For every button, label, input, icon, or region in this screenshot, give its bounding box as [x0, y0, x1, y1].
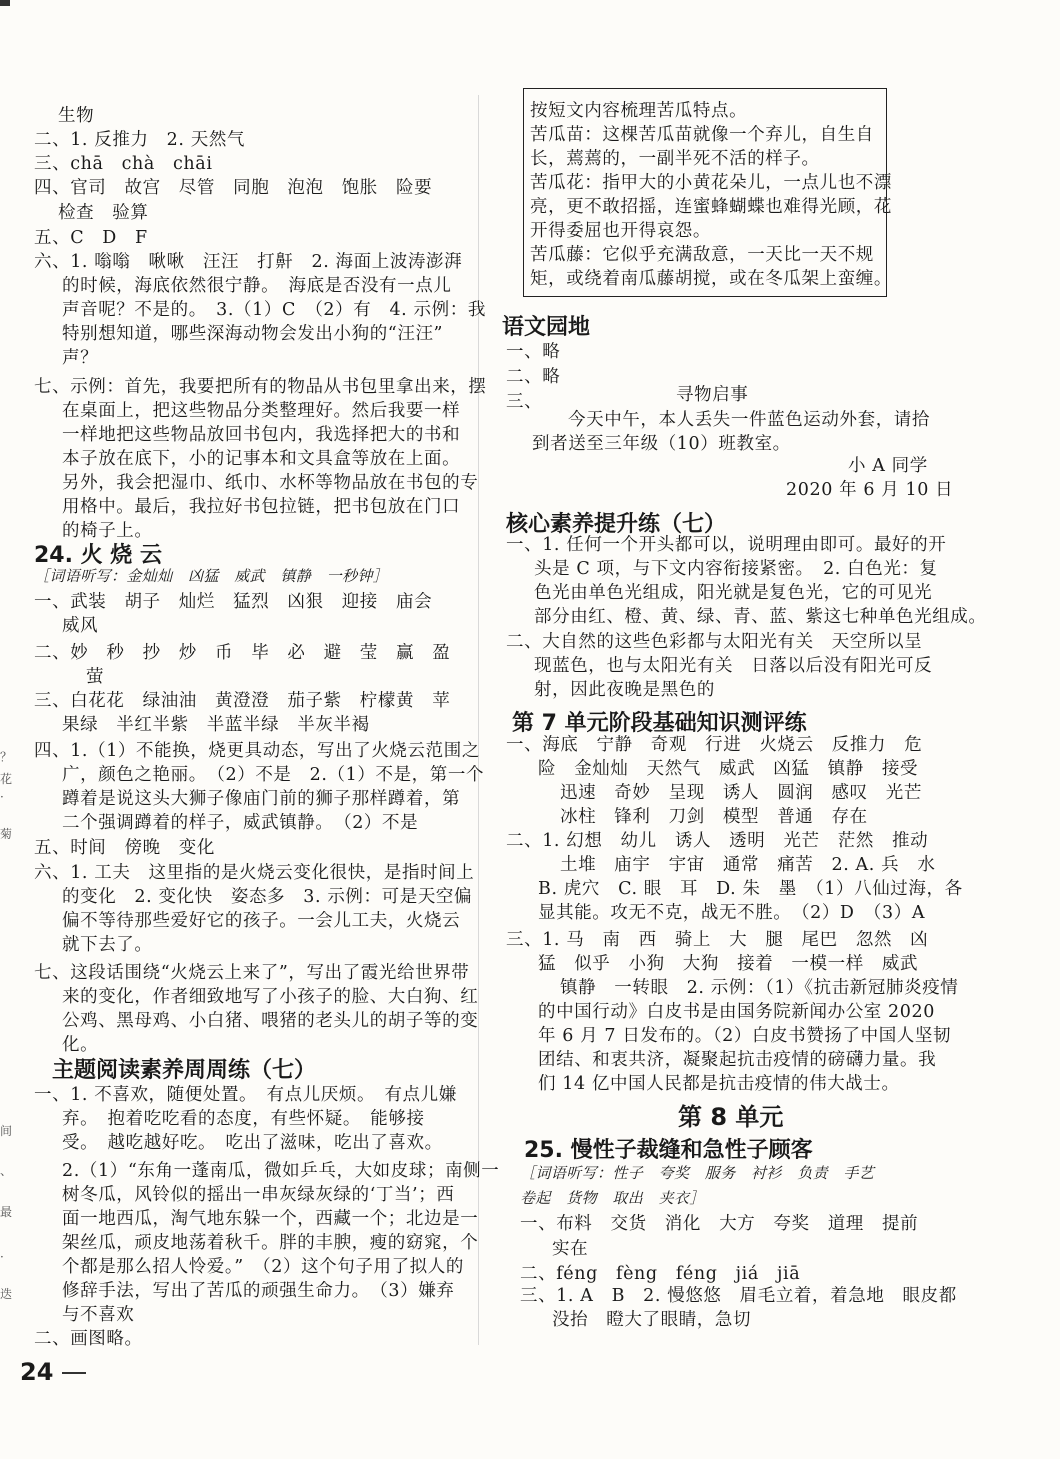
edge-char: 菊 [0, 827, 13, 841]
answer-line: 四、1.（1）不能换，烧更具动态，写出了火烧云范围之 [34, 741, 480, 761]
answer-line: 特别想知道，哪些深海动物会发出小狗的“汪汪” [62, 324, 444, 344]
answer-line: 二、略 [506, 367, 561, 387]
notice-title: 寻物启事 [676, 385, 749, 405]
answer-line: 冰柱 锋利 刀剑 模型 普通 存在 [560, 807, 868, 827]
answer-line: 架丝瓜，顽皮地荡着秋千。胖的丰腴，瘦的窈窕，个 [62, 1233, 479, 1253]
answer-line: 七、示例：首先，我要把所有的物品从书包里拿出来，摆 [34, 377, 487, 397]
answer-line: 二个强调蹲着的样子，威武镇静。 （2）不是 [62, 813, 419, 833]
notice-date: 2020 年 6 月 10 日 [786, 480, 954, 500]
answer-line: 射，因此夜晚是黑色的 [534, 680, 715, 700]
answer-line: 猛 似乎 小狗 大狗 接着 一模一样 威武 [538, 954, 919, 974]
answer-line: B. 虎穴 C. 眼 耳 D. 朱 墨 （1）八仙过海，各 [538, 879, 963, 899]
answer-line: 生物 [58, 106, 95, 126]
answer-line: 三、1. 马 南 西 骑上 大 腿 尾巴 忽然 凶 [506, 930, 929, 950]
dictation-words: 卷起 货物 取出 夹衣］ [520, 1189, 705, 1207]
edge-char: 迭 [0, 1287, 13, 1301]
answer-line: 一、略 [506, 342, 561, 362]
answer-line: 受。 越吃越好吃。 吃出了滋味，吃出了喜欢。 [62, 1133, 443, 1153]
page-number: 24 [20, 1358, 54, 1386]
answer-line: 用格中。最后，我拉好书包拉链，把书包放在门口 [62, 497, 461, 517]
answer-line: 现蓝色，也与太阳光有关 日落以后没有阳光可反 [534, 656, 933, 676]
unit-heading: 第 8 单元 [678, 1103, 784, 1131]
box-line: 苦瓜苗：这棵苦瓜苗就像一个弃儿，自生自 [530, 125, 874, 145]
answer-line: 头是 C 项，与下文内容衔接紧密。 2. 白色光：复 [534, 559, 938, 579]
section-heading: 25. 慢性子裁缝和急性子顾客 [524, 1138, 813, 1163]
answer-line: 一、布料 交货 消化 大方 夸奖 道理 提前 [520, 1214, 919, 1234]
answer-line: 四、官司 故宫 尽管 同胞 泡泡 饱胀 险要 [34, 178, 433, 198]
answer-line: 在桌面上，把这些物品分类整理好。然后我要一样 [62, 401, 461, 421]
answer-line: 来的变化，作者细致地写了小孩子的脸、大白狗、红 [62, 987, 479, 1007]
answer-line: 与不喜欢 [62, 1305, 135, 1325]
notice-body: 今天中午，本人丢失一件蓝色运动外套，请拾 [568, 410, 930, 430]
answer-line: 二、画图略。 [34, 1329, 143, 1349]
answer-line: 镇静 一转眼 2. 示例：（1）《抗击新冠肺炎疫情 [560, 978, 959, 998]
section-heading: 核心素养提升练（七） [506, 512, 727, 537]
answer-line: 部分由红、橙、黄、绿、青、蓝、紫这七种单色光组成。 [534, 607, 987, 627]
answer-line: 五、时间 傍晚 变化 [34, 838, 215, 858]
answer-line: 二、大自然的这些色彩都与太阳光有关 天空所以呈 [506, 632, 923, 652]
box-line: 苦瓜花：指甲大的小黄花朵儿，一点儿也不漂 [530, 173, 892, 193]
answer-line: 的时候，海底依然很宁静。 海底是否没有一点儿 [62, 276, 452, 296]
edge-char: 花 [0, 772, 13, 786]
section-heading: 第 7 单元阶段基础知识测评练 [512, 711, 807, 736]
answer-line: 一、海底 宁静 奇观 行进 火烧云 反推力 危 [506, 735, 923, 755]
left-column [0, 0, 500, 1459]
answer-line: 面一地西瓜，淘气地东躲一个，西藏一个；北边是一 [62, 1209, 479, 1229]
dictation-words: ［词语听写：性子 夸奖 服务 衬衫 负责 手艺 [520, 1164, 875, 1182]
answer-line: 本子放在底下，小的记事本和文具盒等放在上面。 [62, 449, 461, 469]
answer-line: 团结、和衷共济，凝聚起抗击疫情的磅礴力量。我 [538, 1050, 937, 1070]
page-number-dash [62, 1372, 86, 1374]
answer-line: 二、妙 秒 抄 炒 币 毕 必 避 莹 赢 盈 [34, 643, 451, 663]
answer-line: 三、白花花 绿油油 黄澄澄 茄子紫 柠檬黄 苹 [34, 691, 451, 711]
section-heading: 语文园地 [502, 315, 591, 340]
edge-char: 、 [0, 1164, 13, 1178]
answer-line: 七、这段话围绕“火烧云上来了”，写出了霞光给世界带 [34, 963, 470, 983]
edge-char: · [0, 790, 4, 804]
notice-body: 到者送至三年级（10）班教室。 [532, 434, 791, 454]
box-line: 开得委屈也开得哀怨。 [530, 221, 711, 241]
answer-line: 威风 [62, 616, 99, 636]
answer-line: 蹲着是说这头大狮子像庙门前的狮子那样蹲着，第 [62, 789, 461, 809]
answer-line: 化。 [62, 1035, 99, 1055]
answer-line: 一、1. 任何一个开头都可以，说明理由即可。最好的开 [506, 535, 947, 555]
answer-line: 广，颜色之艳丽。 （2）不是 2.（1）不是，第一个 [62, 765, 485, 785]
answer-line: 就下去了。 [62, 935, 153, 955]
answer-line: 二、1. 幻想 幼儿 诱人 透明 光芒 茫然 推动 [506, 831, 929, 851]
answer-line: 三、1. A B 2. 慢悠悠 眉毛立着，着急地 眼皮都 [520, 1286, 957, 1306]
box-line: 亮，更不敢招摇，连蜜蜂蝴蝶也难得光顾，花 [530, 197, 892, 217]
answer-line: 公鸡、黑母鸡、小白猪、喂猪的老头儿的胡子等的变 [62, 1011, 479, 1031]
answer-line: 另外，我会把湿巾、纸巾、水杯等物品放在书包的专 [62, 473, 479, 493]
answer-line: 五、C D F [34, 228, 148, 248]
answer-line: 三、chā chà chāi [34, 154, 213, 174]
answer-line: 二、féng fèng féng jiá jiā [520, 1264, 801, 1284]
edge-char: ？ [0, 750, 13, 764]
answer-line: 声？ [62, 348, 99, 368]
answer-line: 一、1. 不喜欢，随便处置。 有点儿厌烦。 有点儿嫌 [34, 1085, 457, 1105]
answer-line: 果绿 半红半紫 半蓝半绿 半灰半褐 [62, 715, 370, 735]
answer-line: 2.（1）“东角一蓬南瓜，微如乒乓，大如皮球；南侧一 [62, 1161, 500, 1181]
answer-line: 迅速 奇妙 呈现 诱人 圆润 感叹 光芒 [560, 783, 922, 803]
answer-line: 一样地把这些物品放回书包内，我选择把大的书和 [62, 425, 461, 445]
section-heading: 24. 火 烧 云 [34, 543, 162, 568]
dictation-words: ［词语听写：金灿灿 凶猛 威武 镇静 一秒钟］ [34, 567, 389, 585]
answer-line: 险 金灿灿 天然气 威武 凶猛 镇静 接受 [538, 759, 919, 779]
answer-line: 萤 [86, 667, 105, 687]
answer-line: 偏不等待那些爱好它的孩子。一会儿工夫，火烧云 [62, 911, 461, 931]
answer-line: 实在 [552, 1239, 589, 1259]
answer-line: 的变化 2. 变化快 姿态多 3. 示例：可是天空偏 [62, 887, 473, 907]
answer-line: 修辞手法，写出了苦瓜的顽强生命力。 （3）嫌弃 [62, 1281, 455, 1301]
answer-line: 检查 验算 [58, 203, 149, 223]
answer-line: 三、 [506, 392, 543, 412]
box-line: 按短文内容梳理苦瓜特点。 [530, 101, 748, 121]
answer-line: 个都是那么招人怜爱。” （2）这个句子用了拟人的 [62, 1257, 464, 1277]
edge-char: 最 [0, 1205, 13, 1219]
answer-line: 二、1. 反推力 2. 天然气 [34, 130, 246, 150]
answer-line: 土堆 庙宇 宇宙 通常 痛苦 2. A. 兵 水 [560, 855, 936, 875]
answer-line: 六、1. 工夫 这里指的是火烧云变化很快，是指时间上 [34, 863, 475, 883]
answer-line: 六、1. 嗡嗡 啾啾 汪汪 打鼾 2. 海面上波涛澎湃 [34, 252, 463, 272]
answer-line: 们 14 亿中国人民都是抗击疫情的伟大战士。 [538, 1074, 900, 1094]
answer-line: 树冬瓜，风铃似的摇出一串灰绿灰绿的‘丁当’；西 [62, 1185, 455, 1205]
answer-line: 色光由单色光组成，阳光就是复色光，它的可见光 [534, 583, 933, 603]
answer-line: 一、武装 胡子 灿烂 猛烈 凶狠 迎接 庙会 [34, 592, 433, 612]
answer-line: 声音呢？不是的。 3.（1）C （2）有 4. 示例：我 [62, 300, 486, 320]
box-line: 长，蔫蔫的，一副半死不活的样子。 [530, 149, 820, 169]
answer-line: 没抬 瞪大了眼睛，急切 [552, 1310, 752, 1330]
notice-signature: 小 A 同学 [848, 456, 928, 476]
box-line: 矩，或绕着南瓜藤胡搅，或在冬瓜架上蛮缠。 [530, 269, 892, 289]
edge-char: · [0, 1250, 4, 1264]
answer-line: 显其能。攻无不克，战无不胜。 （2）D （3）A [538, 903, 926, 923]
answer-line: 年 6 月 7 日发布的。（2）白皮书赞扬了中国人坚韧 [538, 1026, 952, 1046]
section-heading: 主题阅读素养周周练（七） [52, 1058, 317, 1083]
answer-line: 的椅子上。 [62, 521, 153, 541]
box-line: 苦瓜藤：它似乎充满敌意，一天比一天不规 [530, 245, 874, 265]
answer-line: 的中国行动》白皮书是由国务院新闻办公室 2020 [538, 1002, 935, 1022]
answer-line: 弃。 抱着吃吃看的态度，有些怀疑。 能够接 [62, 1109, 425, 1129]
edge-char: 间 [0, 1124, 13, 1138]
